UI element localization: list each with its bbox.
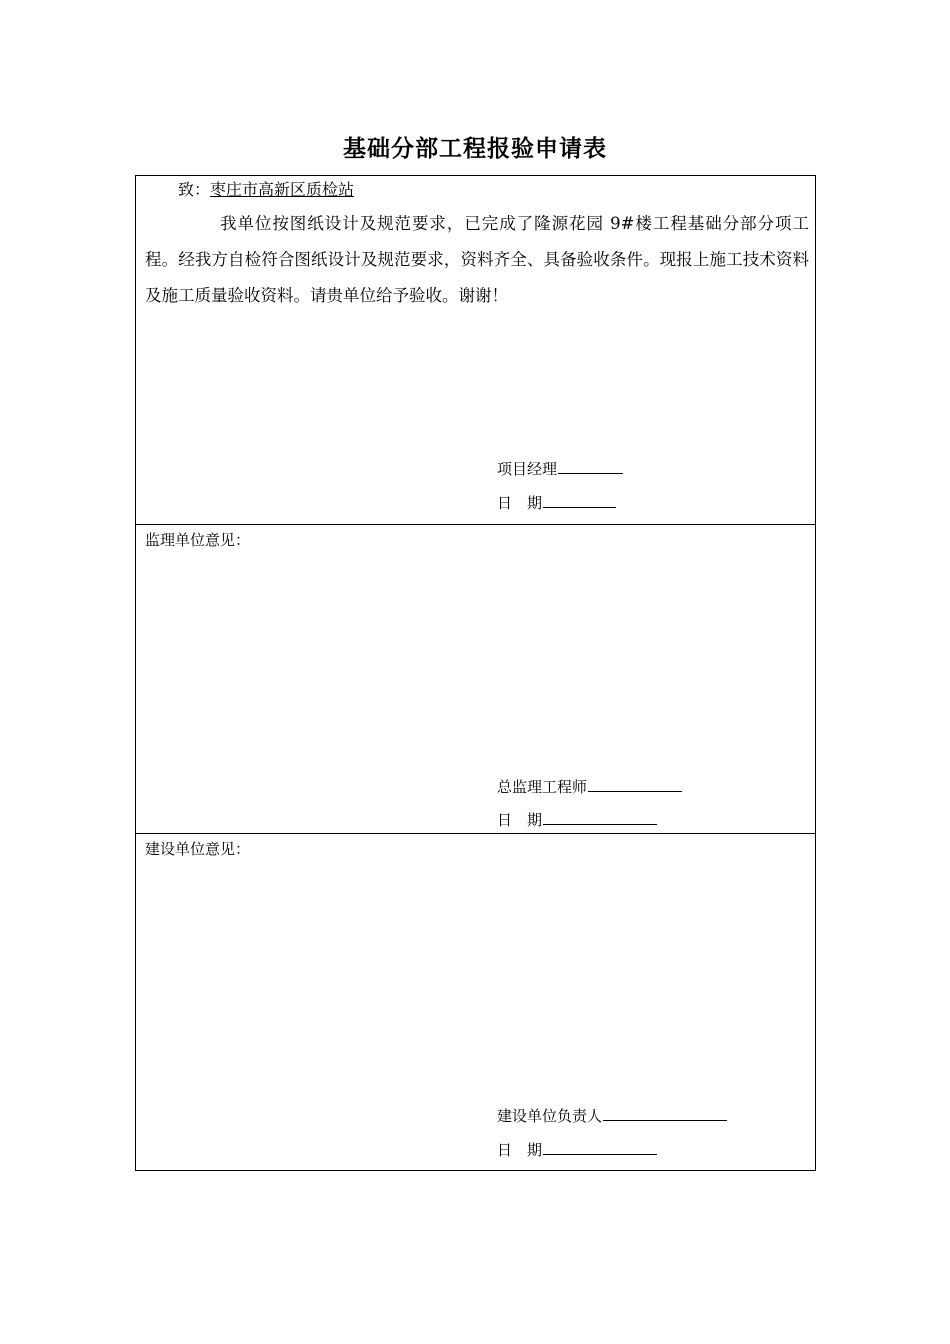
owner-section — [136, 834, 815, 1170]
project-manager-signature — [497, 458, 623, 480]
owner-date-blank[interactable] — [543, 1139, 657, 1155]
owner-date-label: 日 期 — [497, 1141, 543, 1159]
contractor-date-blank[interactable] — [543, 492, 616, 508]
supervisor-date — [497, 809, 657, 831]
owner-date — [497, 1139, 657, 1161]
chief-supervisor-signature — [497, 776, 682, 798]
addressee-line — [178, 178, 354, 202]
owner-representative-signature — [497, 1105, 727, 1127]
contractor-section — [136, 176, 815, 525]
contractor-date — [497, 492, 616, 514]
inspection-request-form — [135, 175, 816, 1171]
supervisor-opinion-label: 监理单位意见： — [145, 531, 251, 549]
supervisor-section — [136, 525, 815, 834]
owner-representative-blank[interactable] — [603, 1105, 727, 1121]
chief-supervisor-label: 总监理工程师 — [497, 778, 588, 796]
request-body: 我单位按图纸设计及规范要求，已完成了隆源花园 9#楼工程基础分部分项工程。经我方自检符合图纸设计及规范要求，资料齐全、具备验收条件。现报上施工技术资料及施工质量验收资料。请贵单位给予验收。谢谢！ — [145, 214, 809, 305]
owner-opinion-label: 建设单位意见： — [145, 840, 251, 858]
recipient-name: 枣庄市高新区质检站 — [210, 180, 355, 199]
owner-representative-label: 建设单位负责人 — [497, 1107, 603, 1125]
to-label: 致： — [178, 180, 211, 199]
supervisor-date-blank[interactable] — [543, 809, 657, 825]
project-manager-blank[interactable] — [558, 458, 623, 474]
project-manager-label: 项目经理 — [497, 460, 558, 478]
contractor-date-label: 日 期 — [497, 494, 543, 512]
form-title: 基础分部工程报验申请表 — [343, 136, 607, 162]
chief-supervisor-blank[interactable] — [588, 776, 682, 792]
supervisor-date-label: 日 期 — [497, 811, 543, 829]
